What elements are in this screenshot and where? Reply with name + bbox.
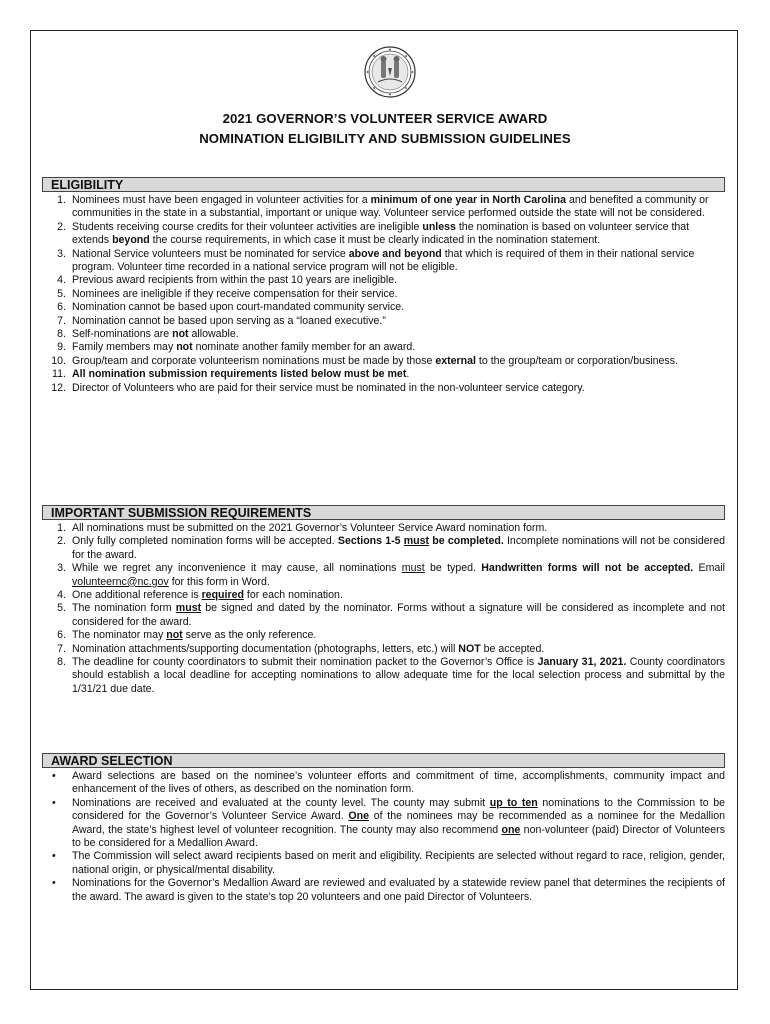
state-seal-icon	[364, 46, 416, 98]
award-item-4: • Nominations for the Governor’s Medallion Award are reviewed and evaluated by a statewide review panel that determines the recipients of the award. The award is given to the state’s top 20 volunteers and one paid Director of Volunteers.	[52, 877, 725, 903]
eligibility-item-1: 1. Nominees must have been engaged in volunteer activities for a minimum of one year in North Carolina and benefited a community or communities in the state in a substantial, important or unique way. Volunteer service performed outside the state will not be considered.	[57, 194, 709, 220]
eligibility-item-5: 5. Nominees are ineligible if they receive compensation for their service.	[57, 287, 398, 300]
submission-item-3: 3. While we regret any inconvenience it may cause, all nominations must be typed. Handwritten forms will not be accepted. Email volunteernc@nc.gov for this form in Word.	[57, 562, 725, 588]
submission-item-5: 5. The nomination form must be signed and dated by the nominator. Forms without a signature will be considered as incomplete and not considered for the award.	[57, 602, 725, 628]
eligibility-heading: ELIGIBILITY	[42, 177, 725, 192]
award-item-2: • Nominations are received and evaluated at the county level. The county may submit up to ten nominations to the Commission to be considered for the Governor’s Volunteer Service Award. One of the nominees may be recommended as a nominee for the Medallion Award, the state’s highest level of volunteer recognition. The county may also recommend one non-volunteer (paid) Director of Volunteers to be considered for a Medallion Award.	[52, 796, 725, 850]
eligibility-item-8: 8. Self-nominations are not allowable.	[57, 328, 239, 341]
submission-item-6: 6. The nominator may not serve as the only reference.	[57, 629, 317, 642]
submission-item-1: 1. All nominations must be submitted on the 2021 Governor’s Volunteer Service Award nomination form.	[57, 522, 548, 534]
page-title-line-1: 2021 GOVERNOR’S VOLUNTEER SERVICE AWARD	[222, 111, 548, 126]
bullet-icon: •	[52, 770, 56, 782]
award-selection-heading: AWARD SELECTION	[42, 753, 725, 768]
eligibility-item-11: 11. All nomination submission requirements listed below must be met.	[52, 368, 410, 381]
award-selection-list	[42, 770, 725, 904]
submission-item-8: 8. The deadline for county coordinators to submit their nomination packet to the Governor’s Office is January 31, 2021. County coordinators should establish a local deadline for accepting nominations to allow adequate time for the local selection process and submittal by the 1/31/21 due date.	[57, 656, 726, 695]
eligibility-item-3: 3. National Service volunteers must be nominated for service above and beyond that which is required of them in their national service program. Volunteer time recorded in a national service program will not be eligible.	[57, 247, 695, 274]
eligibility-item-6: 6. Nomination cannot be based upon court-mandated community service.	[57, 301, 405, 314]
submission-item-2: 2. Only fully completed nomination forms will be accepted. Sections 1-5 must be completed. Incomplete nominations will not be considered for the award.	[57, 535, 725, 561]
bullet-icon: •	[52, 877, 56, 890]
eligibility-item-4: 4. Previous award recipients from within the past 10 years are ineligible.	[57, 274, 398, 287]
eligibility-item-7: 7. Nomination cannot be based upon serving as a “loaned executive.”	[57, 314, 386, 327]
eligibility-list	[42, 194, 725, 395]
eligibility-item-9: 9. Family members may not nominate another family member for an award.	[57, 341, 416, 354]
bullet-icon: •	[52, 850, 56, 863]
eligibility-item-10: 10. Group/team and corporate volunteerism nominations must be made by those external to the group/team or corporation/business.	[51, 354, 678, 367]
submission-list	[42, 522, 725, 696]
page-title-line-2: NOMINATION ELIGIBILITY AND SUBMISSION GUIDELINES	[199, 131, 571, 146]
award-item-3: • The Commission will select award recipients based on merit and eligibility. Recipients are selected without regard to race, religion, gender, national origin, or physical/mental disability.	[52, 850, 725, 876]
award-item-1: • Award selections are based on the nominee’s volunteer efforts and commitment of time, accomplishments, community impact and enhancement of the lives of others, as described on the nomination form.	[52, 770, 725, 796]
email-link[interactable]: volunteernc@nc.gov	[72, 575, 169, 588]
submission-item-4: 4. One additional reference is required for each nomination.	[57, 589, 343, 602]
eligibility-item-12: 12. Director of Volunteers who are paid for their service must be nominated in the non-volunteer service category.	[51, 381, 585, 394]
bullet-icon: •	[52, 796, 56, 809]
submission-item-7: 7. Nomination attachments/supporting documentation (photographs, letters, etc.) will NOT be accepted.	[57, 642, 545, 655]
submission-heading: IMPORTANT SUBMISSION REQUIREMENTS	[42, 505, 725, 520]
eligibility-item-2: 2. Students receiving course credits for their volunteer activities are ineligible unless the nomination is based on volunteer service that extends beyond the course requirements, in which case it must be clearly indicated in the nomination statement.	[57, 220, 690, 247]
